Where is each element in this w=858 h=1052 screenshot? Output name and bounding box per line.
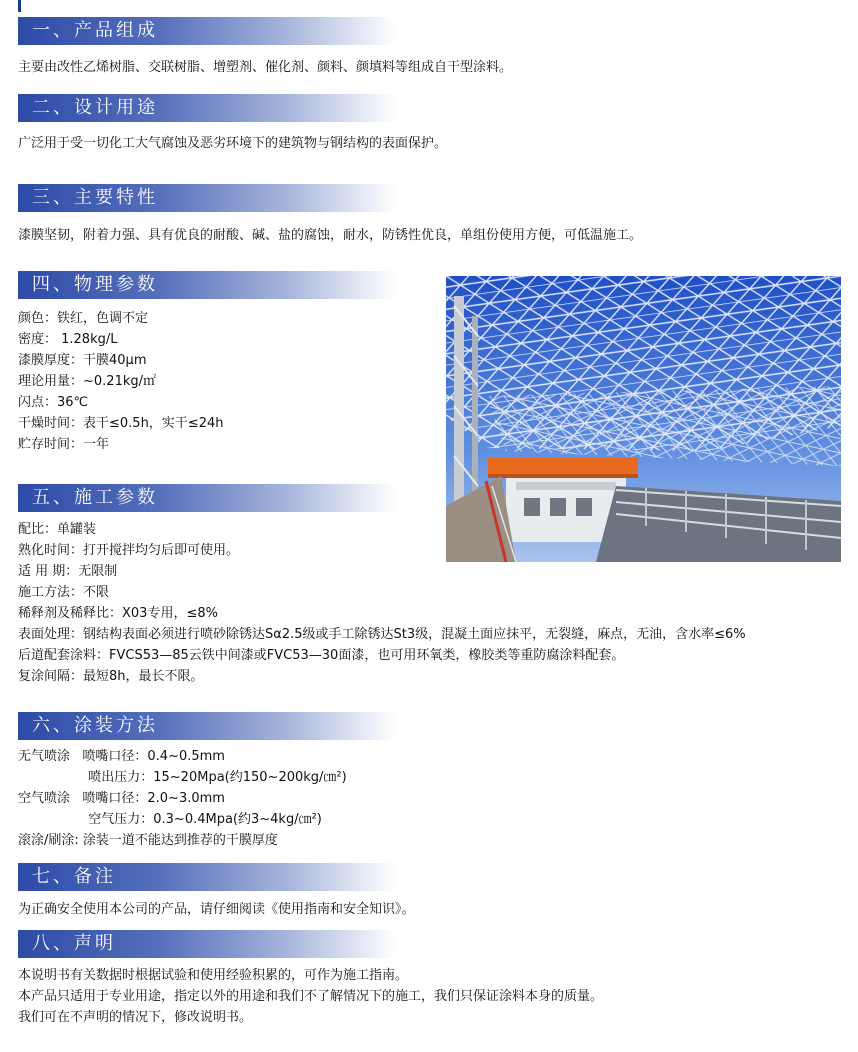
app-param-method: 施工方法：不限 [18, 585, 110, 600]
steel-space-frame-photo [446, 276, 841, 562]
section-header-statement: 八、声明 [18, 930, 396, 958]
app-param-pot-life: 适 用 期：无限制 [18, 564, 118, 579]
method-roller-brush: 滚涂/刷涂: 涂装一道不能达到推荐的干膜厚度 [18, 833, 278, 848]
section-header-composition: 一、产品组成 [18, 17, 396, 45]
app-param-maturation: 熟化时间：打开搅拌均匀后即可使用。 [18, 543, 240, 558]
method-airless-pressure: 喷出压力：15~20Mpa(约150~200kg/㎝²) [18, 770, 347, 785]
param-color: 颜色：铁红，色调不定 [18, 311, 149, 326]
param-storage-time: 贮存时间：一年 [18, 437, 110, 452]
param-coverage: 理论用量：~0.21kg/㎡ [18, 374, 156, 389]
param-drying-time: 干燥时间：表干≤0.5h，实干≤24h [18, 416, 224, 431]
section-header-physical-params: 四、物理参数 [18, 271, 396, 299]
method-air-pressure: 空气压力：0.3~0.4Mpa(约3~4kg/㎝²) [18, 812, 322, 827]
app-param-topcoat: 后道配套涂料：FVCS53—85云铁中间漆或FVC53—30面漆，也可用环氧类，橡胶类等重防腐涂料配套。 [18, 648, 625, 663]
app-param-ratio: 配比：单罐装 [18, 522, 97, 537]
app-param-surface-prep: 表面处理：钢结构表面必须进行喷砂除锈达Sα2.5级或手工除锈达St3级，混凝土面应抹平，无裂缝，麻点，无油，含水率≤6% [18, 627, 746, 642]
features-text: 漆膜坚韧，附着力强、具有优良的耐酸、碱、盐的腐蚀，耐水，防锈性优良，单组份使用方便，可低温施工。 [18, 228, 643, 243]
section-header-usage: 二、设计用途 [18, 94, 396, 122]
statement-line-3: 我们可在不声明的情况下，修改说明书。 [18, 1010, 253, 1025]
param-flash-point: 闪点：36℃ [18, 395, 89, 410]
statement-line-1: 本说明书有关数据时根据试验和使用经验积累的，可作为施工指南。 [18, 968, 409, 983]
param-film-thickness: 漆膜厚度：干膜40μm [18, 353, 147, 368]
method-air-nozzle: 空气喷涂 喷嘴口径：2.0~3.0mm [18, 791, 225, 806]
usage-text: 广泛用于受一切化工大气腐蚀及恶劣环境下的建筑物与钢结构的表面保护。 [18, 136, 448, 151]
statement-line-2: 本产品只适用于专业用途，指定以外的用途和我们不了解情况下的施工，我们只保证涂料本身的质量。 [18, 989, 604, 1004]
top-accent-bar [18, 0, 21, 12]
section-header-application-params: 五、施工参数 [18, 484, 396, 512]
notes-text: 为正确安全使用本公司的产品，请仔细阅读《使用指南和安全知识》。 [18, 902, 415, 917]
app-param-thinner: 稀释剂及稀释比：X03专用，≤8% [18, 606, 218, 621]
section-header-coating-method: 六、涂装方法 [18, 712, 396, 740]
method-airless-nozzle: 无气喷涂 喷嘴口径：0.4~0.5mm [18, 749, 225, 764]
section-header-features: 三、主要特性 [18, 184, 396, 212]
app-param-recoat-interval: 复涂间隔：最短8h，最长不限。 [18, 669, 204, 684]
section-header-notes: 七、备注 [18, 863, 396, 891]
param-density: 密度： 1.28kg/L [18, 332, 118, 347]
composition-text: 主要由改性乙烯树脂、交联树脂、增塑剂、催化剂、颜料、颜填料等组成自干型涂料。 [18, 60, 513, 75]
